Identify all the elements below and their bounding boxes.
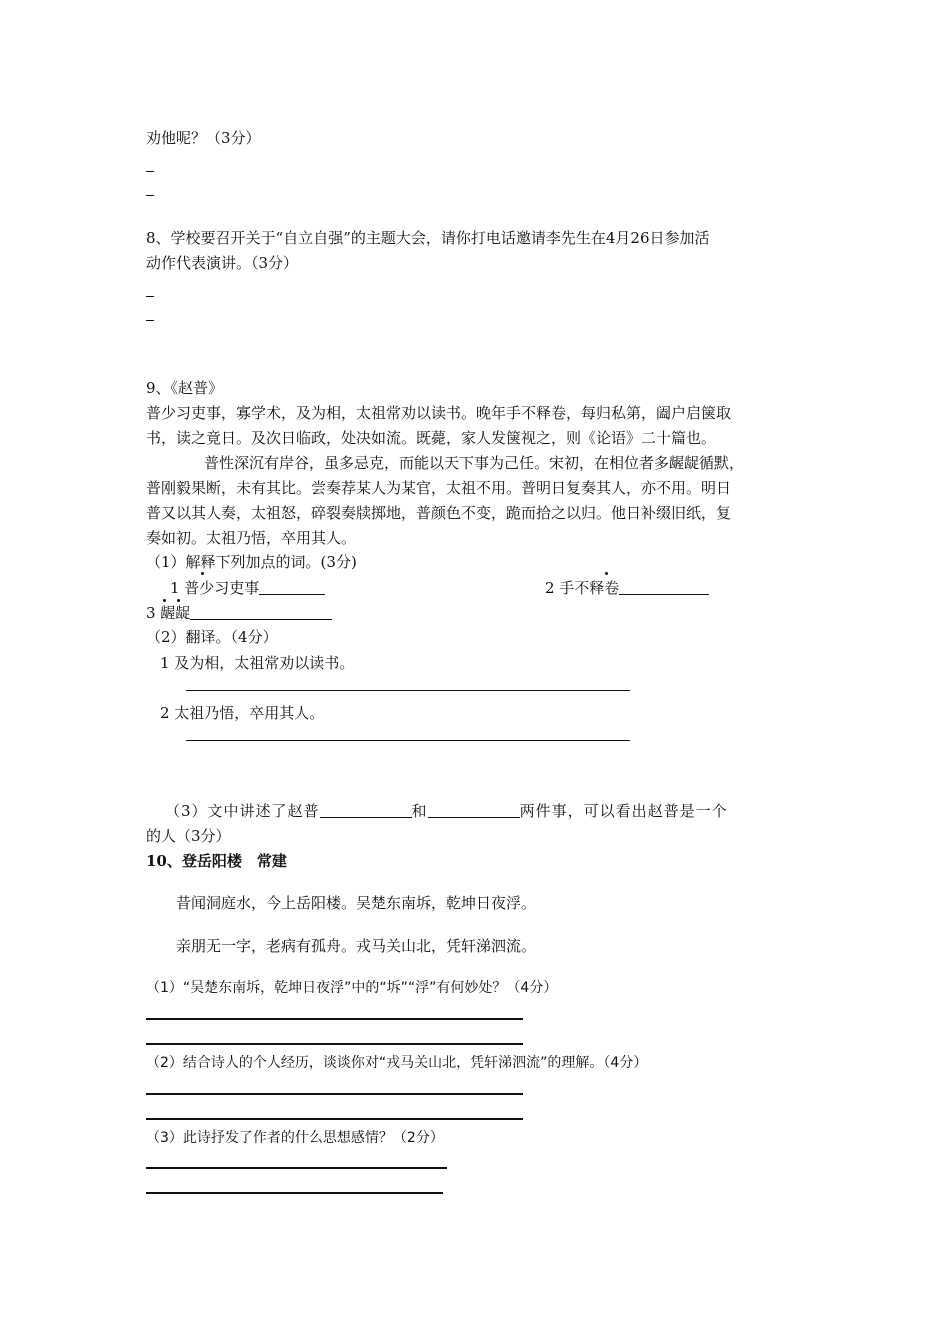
answer-blank[interactable] — [428, 801, 520, 818]
passage-line: 书，读之竟日。及次日临政，处决如流。既薨，家人发箧视之，则《论语》二十篇也。 — [146, 429, 717, 447]
answer-line[interactable] — [186, 690, 630, 691]
answer-line[interactable] — [146, 1118, 523, 1120]
q9-sub2: （2）翻译。（4分） — [146, 628, 278, 646]
q9-sub3 — [165, 801, 728, 821]
passage-line: 奏如初。太祖乃悟，卒用其人。 — [146, 529, 357, 547]
q9-item3 — [146, 603, 332, 623]
answer-line[interactable] — [146, 1192, 443, 1194]
answer-line[interactable] — [186, 740, 630, 741]
answer-blank — [146, 296, 154, 297]
answer-blank[interactable] — [190, 603, 332, 620]
item3-text: 3 龌龊 — [146, 604, 191, 622]
poem-line: 亲朋无一字，老病有孤舟。戎马关山北，凭轩涕泗流。 — [176, 937, 537, 955]
item1-text: 1 普少习吏事 — [170, 579, 260, 597]
emphasis-dot — [201, 572, 204, 575]
answer-blank — [146, 195, 154, 196]
q9-item2 — [545, 578, 709, 598]
answer-blank — [146, 171, 154, 172]
q9-sub3-end: 的人（3分） — [146, 827, 231, 845]
passage-line: 普刚毅果断，未有其比。尝奏荐某人为某官，太祖不用。普明日复奏其人，亦不用。明日 — [146, 479, 732, 497]
q9-trans1: 1 及为相，太祖常劝以读书。 — [160, 654, 355, 672]
passage-line: 普性深沉有岸谷，虽多忌克，而能以天下事为己任。宋初，在相位者多龌龊循默， — [204, 454, 745, 472]
sub3-text: 两件事，可以看出赵普是一个 — [519, 802, 728, 820]
answer-line[interactable] — [146, 1043, 523, 1045]
q10-sub2: （2）结合诗人的个人经历，谈谈你对“戎马关山北，凭轩涕泗流”的理解。（4分） — [146, 1055, 648, 1071]
q9-title: 9、《赵普》 — [146, 379, 224, 397]
passage-line: 普又以其人奏，太祖怒，碎裂奏牍掷地，普颜色不变，跪而拾之以归。他日补缀旧纸，复 — [146, 504, 732, 522]
q10-sub1: （1）“吴楚东南坼，乾坤日夜浮”中的“坼”“浮”有何妙处？（4分） — [146, 980, 558, 996]
answer-line[interactable] — [146, 1093, 523, 1095]
passage-line: 普少习吏事，寡学术，及为相，太祖常劝以读书。晚年手不释卷，每归私第，阖户启箧取 — [146, 404, 732, 422]
emphasis-dot — [177, 599, 180, 602]
answer-blank[interactable] — [259, 578, 325, 595]
q8-line1: 8、学校要召开关于“自立自强”的主题大会，请你打电话邀请李先生在4月26日参加活 — [146, 229, 710, 247]
answer-blank[interactable] — [320, 801, 412, 818]
answer-blank — [146, 320, 154, 321]
sub3-text: 和 — [411, 802, 428, 820]
answer-line[interactable] — [146, 1018, 523, 1020]
answer-line[interactable] — [146, 1167, 447, 1169]
q10-sub3: （3）此诗抒发了作者的什么思想感情？（2分） — [146, 1130, 444, 1146]
poem-line: 昔闻洞庭水，今上岳阳楼。吴楚东南坼，乾坤日夜浮。 — [176, 894, 537, 912]
sub3-text: （3）文中讲述了赵普 — [165, 802, 320, 820]
emphasis-dot — [605, 572, 608, 575]
q9-item1 — [170, 578, 325, 598]
q9-sub1: （1）解释下列加点的词。(3分) — [146, 553, 357, 571]
q9-trans2: 2 太祖乃悟，卒用其人。 — [160, 704, 325, 722]
q8-line2: 动作代表演讲。（3分） — [146, 254, 299, 272]
answer-blank[interactable] — [619, 578, 709, 595]
emphasis-dot — [163, 599, 166, 602]
item2-text: 2 手不释卷 — [545, 579, 620, 597]
q10-title: 10、登岳阳楼 常建 — [146, 852, 287, 870]
q7-tail: 劝他呢？（3分） — [146, 129, 261, 147]
